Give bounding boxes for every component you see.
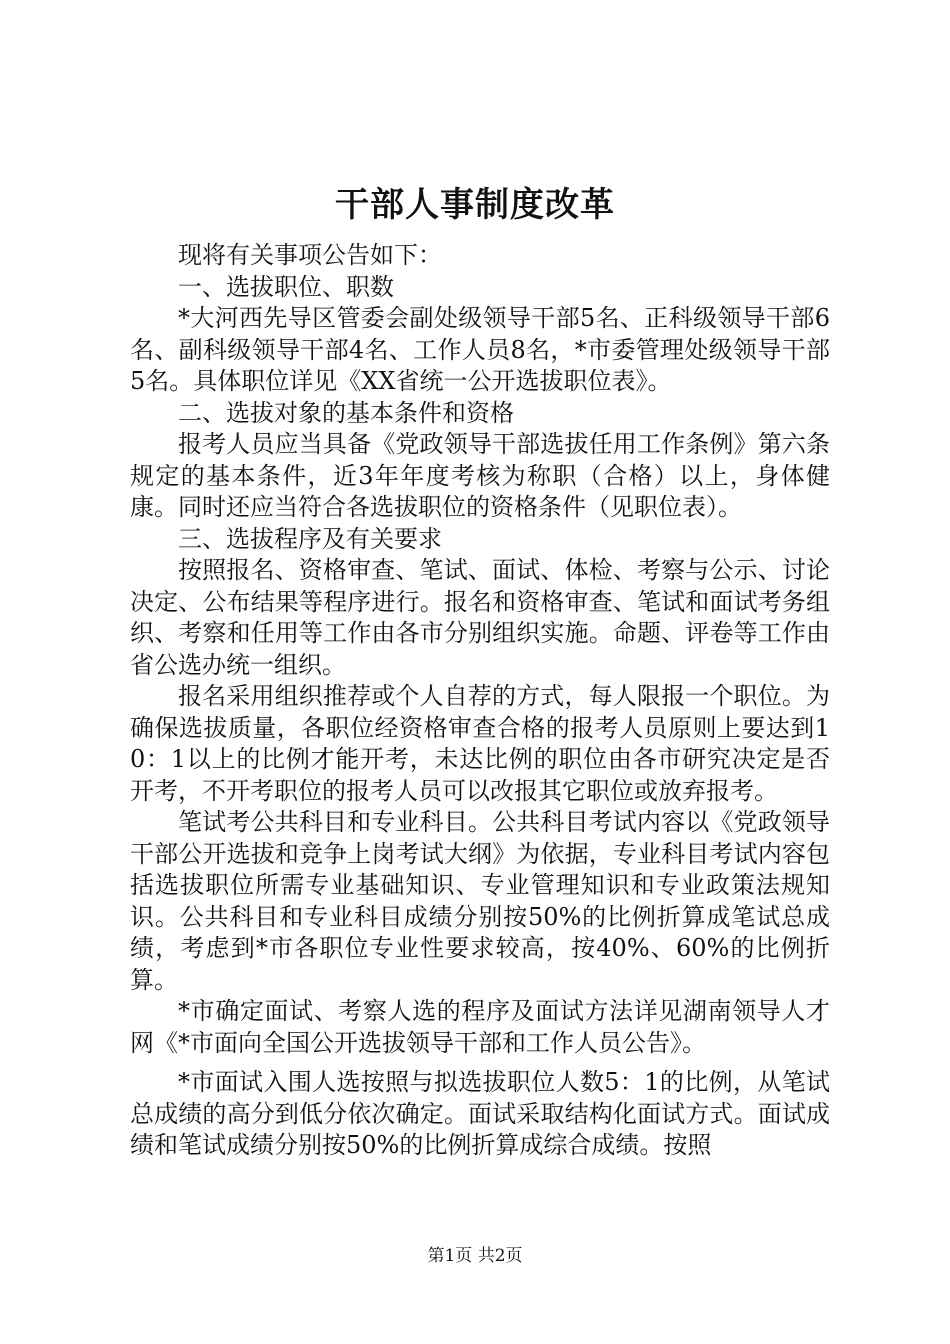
document-body	[130, 240, 830, 1162]
paragraph-procedure: 按照报名、资格审查、笔试、面试、体检、考察与公示、讨论决定、公布结果等程序进行。报名和资格审查、笔试和面试考务组织、考察和任用等工作由各市分别组织实施。命题、评卷等工作由省公选办统一组织。	[130, 556, 830, 679]
document-title: 干部人事制度改革	[335, 185, 615, 225]
paragraph-intro: 现将有关事项公告如下：	[178, 241, 442, 269]
page-footer: 第1页 共2页	[427, 1246, 523, 1266]
paragraph-qualifications: 报考人员应当具备《党政领导干部选拔任用工作条例》第六条规定的基本条件，近3年年度考核为称职（合格）以上，身体健康。同时还应当符合各选拔职位的资格条件（见职位表）。	[130, 430, 830, 521]
section-heading-procedure: 三、选拔程序及有关要求	[178, 524, 442, 553]
section-heading-positions: 一、选拔职位、职数	[178, 272, 394, 301]
paragraph-interview-selection: *市确定面试、考察人选的程序及面试方法详见湖南领导人才网《*市面向全国公开选拔领导干部和工作人员公告》。	[130, 997, 830, 1057]
paragraph-written-exam: 笔试考公共科目和专业科目。公共科目考试内容以《党政领导干部公开选拔和竞争上岗考试大纲》为依据，专业科目考试内容包括选拔职位所需专业基础知识、专业管理知识和专业政策法规知识。公共科目和专业科目成绩分别按50%的比例折算成笔试总成绩，考虑到*市各职位专业性要求较高，按40%、60%的比例折算。	[130, 808, 830, 994]
paragraph-interview-ratio: *市面试入围人选按照与拟选拔职位人数5：1的比例，从笔试总成绩的高分到低分依次确定。面试采取结构化面试方式。面试成绩和笔试成绩分别按50%的比例折算成综合成绩。按照	[130, 1068, 830, 1159]
section-heading-qualifications: 二、选拔对象的基本条件和资格	[178, 398, 514, 427]
paragraph-positions: *大河西先导区管委会副处级领导干部5名、正科级领导干部6名、副科级领导干部4名、工作人员8名，*市委管理处级领导干部5名。具体职位详见《XX省统一公开选拔职位表》。	[130, 304, 830, 395]
paragraph-registration: 报名采用组织推荐或个人自荐的方式，每人限报一个职位。为确保选拔质量，各职位经资格审查合格的报考人员原则上要达到10：1以上的比例才能开考，未达比例的职位由各市研究决定是否开考，不开考职位的报考人员可以改报其它职位或放弃报考。	[130, 682, 830, 805]
